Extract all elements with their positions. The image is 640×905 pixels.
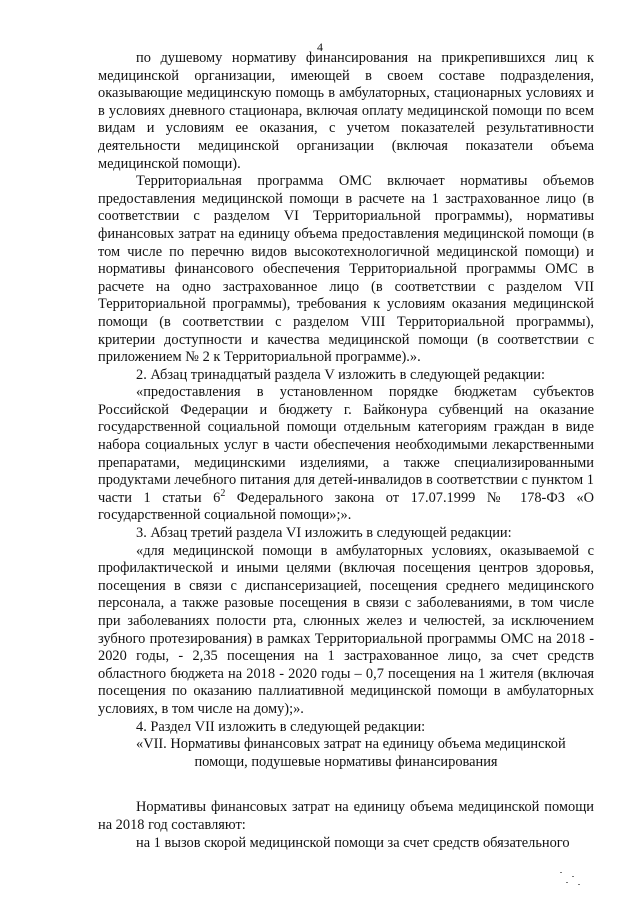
paragraph-subventions	[98, 384, 594, 525]
section-heading-line-2: помощи, подушевые нормативы финансирования	[194, 753, 498, 770]
page-number: 4	[317, 40, 323, 54]
subventions-text: «предоставления в установленном порядке бюджетам субъектов Российской Федерации и бюджету г. Байконура субвенций на оказание государственной социальной помощи отдельным категориям граждан в виде набора социальных услуг в части обеспечения необходимыми лекарственными препаратами, медицинскими изделиями, а также специализированными продуктами лечебного питания для детей-инвалидов в соответствии с пунктом 1 части 1 статьи 6	[98, 384, 594, 506]
paragraph-continuation: по душевому нормативу финансирования на прикрепившихся лиц к медицинской организации, имеющей в своем составе подразделения, оказывающие медицинскую помощь в амбулаторных, стационарных условиях и в условиях дневного стационара, включая оплату медицинской помощи по всем видам и условиям ее оказания, с учетом показателей результативности деятельности медицинской организации (включая показатели объема медицинской помощи).	[98, 50, 594, 172]
paragraph-territorial-program: Территориальная программа ОМС включает нормативы объемов предоставления медицинской помощи в расчете на 1 застрахованное лицо (в соответствии с разделом VI Территориальной программы), нормативы финансовых затрат на единицу объема предоставления медицинской помощи (в том числе по перечню видов высокотехнологичной медицинской помощи) и нормативы финансового обеспечения Территориальной программы ОМС в расчете на одно застрахованное лицо (в соответствии с разделом VII Территориальной программы), требования к условиям оказания медицинской помощи (в соответствии с разделом VIII Территориальной программы), критерии доступности и качества медицинской помощи (в соответствии с приложением № 2 к Территориальной программе).».	[98, 173, 594, 366]
document-body	[98, 50, 594, 852]
scan-speck	[566, 882, 568, 883]
article-superscript: 2	[220, 488, 226, 500]
scan-speck	[560, 872, 562, 873]
scan-speck	[572, 876, 574, 877]
paragraph-cost-norms: Нормативы финансовых затрат на единицу объема медицинской помощи на 2018 год составляют:	[98, 799, 594, 833]
paragraph-item-4: 4. Раздел VII изложить в следующей редакции:	[136, 718, 426, 735]
scan-speck	[578, 884, 580, 885]
paragraph-item-2: 2. Абзац тринадцатый раздела V изложить в следующей редакции:	[136, 366, 545, 383]
paragraph-ambulance-call: на 1 вызов скорой медицинской помощи за счет средств обязательного	[136, 834, 570, 851]
paragraph-ambulatory-care: «для медицинской помощи в амбулаторных условиях, оказываемой с профилактической и иными целями (включая посещения центров здоровья, посещения в связи с диспансеризацией, посещения среднего медицинского персонала, а также разовые посещения в связи с заболеваниями, в том числе при заболеваниях полости рта, слюнных желез и челюстей, за исключением зубного протезирования) в рамках Территориальной программы ОМС на 2018 - 2020 годы, - 2,35 посещения на 1 застрахованное лицо, за счет средств областного бюджета на 2018 - 2020 годы – 0,7 посещения на 1 жителя (включая посещения по оказанию паллиативной медицинской помощи в амбулаторных условиях, в том числе на дому);».	[98, 542, 594, 717]
section-heading-line-1: «VII. Нормативы финансовых затрат на единицу объема медицинской	[136, 736, 566, 753]
spacer	[98, 771, 594, 799]
subventions-text-end: Федерального закона от 17.07.1999 № 178-ФЗ «О государственной социальной помощи»;».	[98, 489, 594, 524]
paragraph-item-3: 3. Абзац третий раздела VI изложить в следующей редакции:	[136, 525, 512, 542]
